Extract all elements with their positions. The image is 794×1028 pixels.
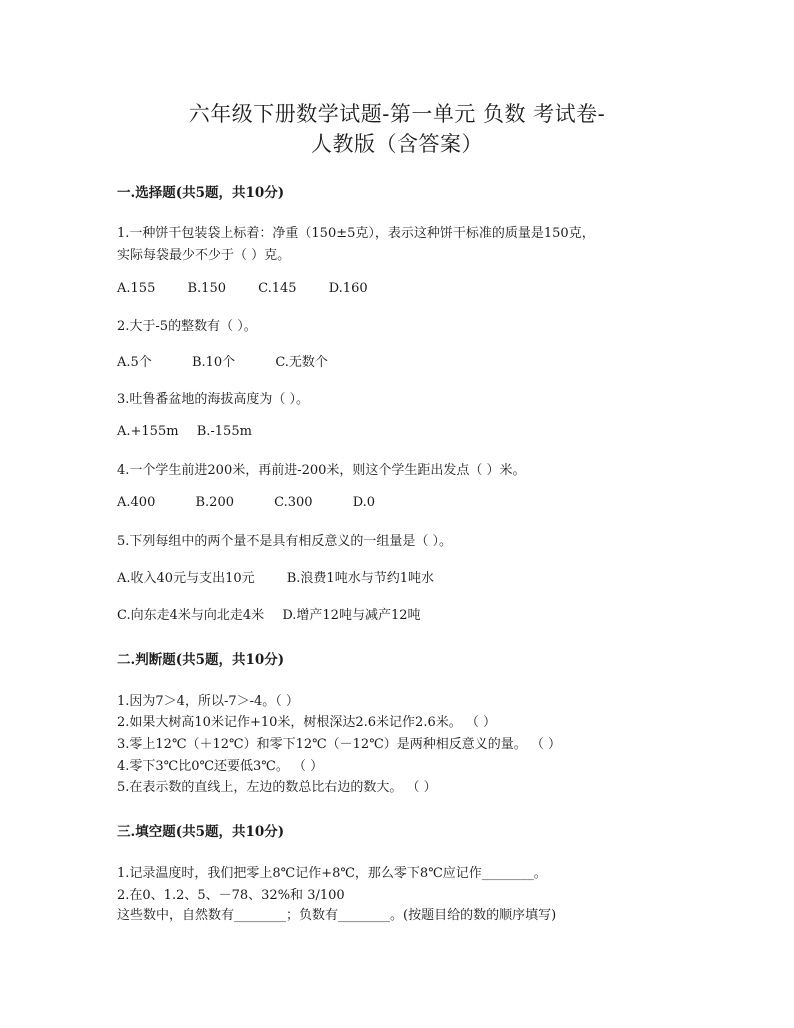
option-d: D.160 [328, 281, 368, 296]
question-options [117, 495, 411, 510]
question-options [117, 351, 364, 370]
option-b: B.-155m [196, 424, 252, 439]
option-b: B.200 [195, 495, 234, 510]
option-b: B.150 [187, 281, 226, 296]
option-a: A.5个 [117, 355, 152, 370]
question-text: 2.大于-5的整数有（ ）。 [117, 319, 257, 334]
judgement-item: 5.在表示数的直线上，左边的数总比右边的数大。 （ ） [117, 780, 437, 795]
question-text: 实际每袋最少不少于（ ）克。 [117, 248, 291, 263]
option-b: B.10个 [191, 355, 236, 370]
fill-blank-item: 2.在0、1.2、5、－78、32%和 3/100 [117, 888, 345, 903]
option-a: A.155 [117, 281, 156, 296]
fill-blank-item: 这些数中，自然数有________；负数有________。(按题目给的数的顺序填写) [117, 908, 557, 923]
option-d: D.0 [352, 495, 376, 510]
section-heading-judgement: 二.判断题(共5题，共10分) [117, 652, 285, 668]
option-d: D.增产12吨与减产12吨 [282, 608, 421, 623]
section-heading-fill-blank: 三.填空题(共5题，共10分) [117, 824, 285, 840]
option-c: C.向东走4米与向北走4米 [117, 608, 265, 623]
option-b: B.浪费1吨水与节约1吨水 [286, 571, 434, 586]
section-heading-choice: 一.选择题(共5题，共10分) [117, 185, 285, 201]
page-title-line2: 人教版（含答案） [311, 132, 483, 156]
option-a: A.收入40元与支出10元 [117, 571, 255, 586]
question-options [117, 424, 266, 439]
option-c: C.145 [258, 281, 297, 296]
option-a: A.+155m [117, 424, 179, 439]
question-text: 4.一个学生前进200米，再前进-200米，则这个学生距出发点（ ）米。 [117, 463, 526, 478]
question-options [117, 604, 435, 623]
judgement-item: 2.如果大树高10米记作+10米，树根深达2.6米记作2.6米。 （ ） [117, 715, 496, 730]
question-options [117, 281, 396, 296]
option-a: A.400 [117, 495, 156, 510]
judgement-item: 1.因为7＞4，所以-7＞-4。（ ） [117, 694, 299, 709]
question-text: 1.一种饼干包装袋上标着：净重（150±5克），表示这种饼干标准的质量是150克， [117, 226, 595, 241]
page-title-line1: 六年级下册数学试题-第一单元 负数 考试卷- [188, 102, 606, 126]
question-text: 5.下列每组中的两个量不是具有相反意义的一组量是（ ）。 [117, 534, 453, 549]
question-options [117, 567, 462, 586]
judgement-item: 4.零下3℃比0℃还要低3℃。 （ ） [117, 759, 324, 774]
option-c: C.300 [274, 495, 313, 510]
judgement-item: 3.零上12℃（＋12℃）和零下12℃（－12℃）是两种相反意义的量。 （ ） [117, 737, 562, 752]
option-c: C.无数个 [275, 355, 328, 370]
fill-blank-item: 1.记录温度时，我们把零上8℃记作+8℃，那么零下8℃应记作________。 [117, 866, 547, 881]
question-text: 3.吐鲁番盆地的海拔高度为（ ）。 [117, 392, 310, 407]
